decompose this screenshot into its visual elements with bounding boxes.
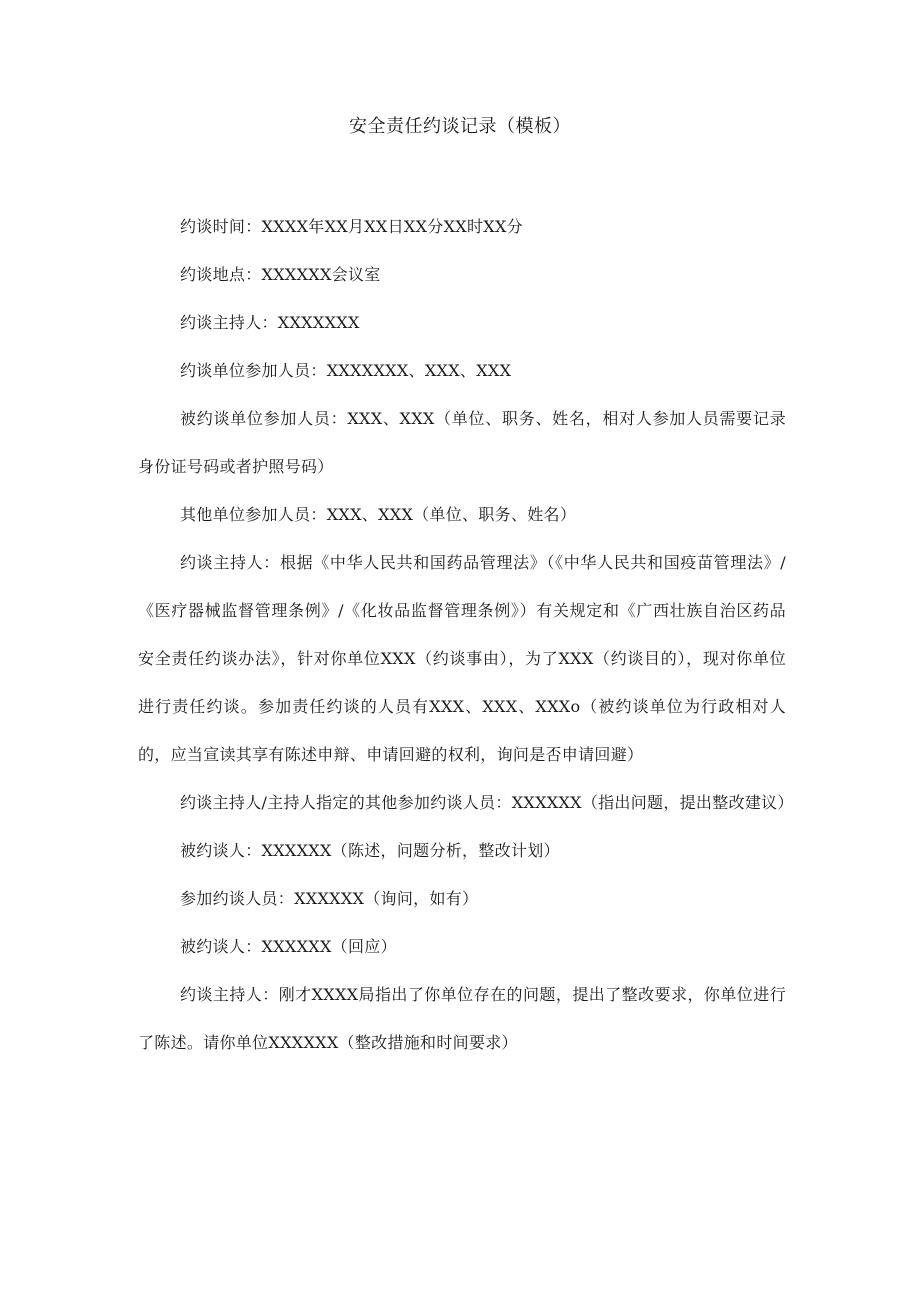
paragraph-interviewee-response: 被约谈人：XXXXXX（回应）	[180, 937, 397, 956]
paragraph-interviewing-unit-participants: 约谈单位参加人员：XXXXXXX、XXX、XXX	[180, 361, 512, 380]
paragraph-interview-location: 约谈地点：XXXXXX会议室	[180, 265, 381, 284]
paragraph-host: 约谈主持人：XXXXXXX	[180, 313, 360, 332]
paragraph-problems-raised: 约谈主持人/主持人指定的其他参加约谈人员：XXXXXX（指出问题，提出整改建议）	[180, 793, 794, 812]
document-title: 安全责任约谈记录（模板）	[349, 116, 571, 137]
paragraph-interviewed-unit-participants: 被约谈单位参加人员：XXX、XXX（单位、职务、姓名，相对人参加人员需要记录身份证号码或者护照号码）	[138, 409, 786, 476]
paragraph-interview-time: 约谈时间：XXXX年XX月XX日XX分XX时XX分	[180, 217, 523, 236]
paragraph-host-opening-statement: 约谈主持人：根据《中华人民共和国药品管理法》（《中华人民共和国疫苗管理法》/《医疗器械监督管理条例》/《化妆品监督管理条例》）有关规定和《广西壮族自治区药品安全责任约谈办法》，针对你单位XXX（约谈事由），为了XXX（约谈目的），现对你单位进行责任约谈。参加责任约谈的人员有XXX、XXX、XXXo（被约谈单位为行政相对人的，应当宣读其享有陈述申辩、申请回避的权利，询问是否申请回避）	[138, 553, 786, 764]
paragraph-other-unit-participants: 其他单位参加人员：XXX、XXX（单位、职务、姓名）	[180, 505, 577, 524]
paragraph-participant-questions: 参加约谈人员：XXXXXX（询问，如有）	[180, 889, 479, 908]
paragraph-host-closing-requirements: 约谈主持人：刚才XXXX局指出了你单位存在的问题，提出了整改要求，你单位进行了陈述。请你单位XXXXXX（整改措施和时间要求）	[138, 985, 786, 1052]
document-body	[138, 203, 794, 1067]
paragraph-interviewee-statement: 被约谈人：XXXXXX（陈述，问题分析，整改计划）	[180, 841, 560, 860]
